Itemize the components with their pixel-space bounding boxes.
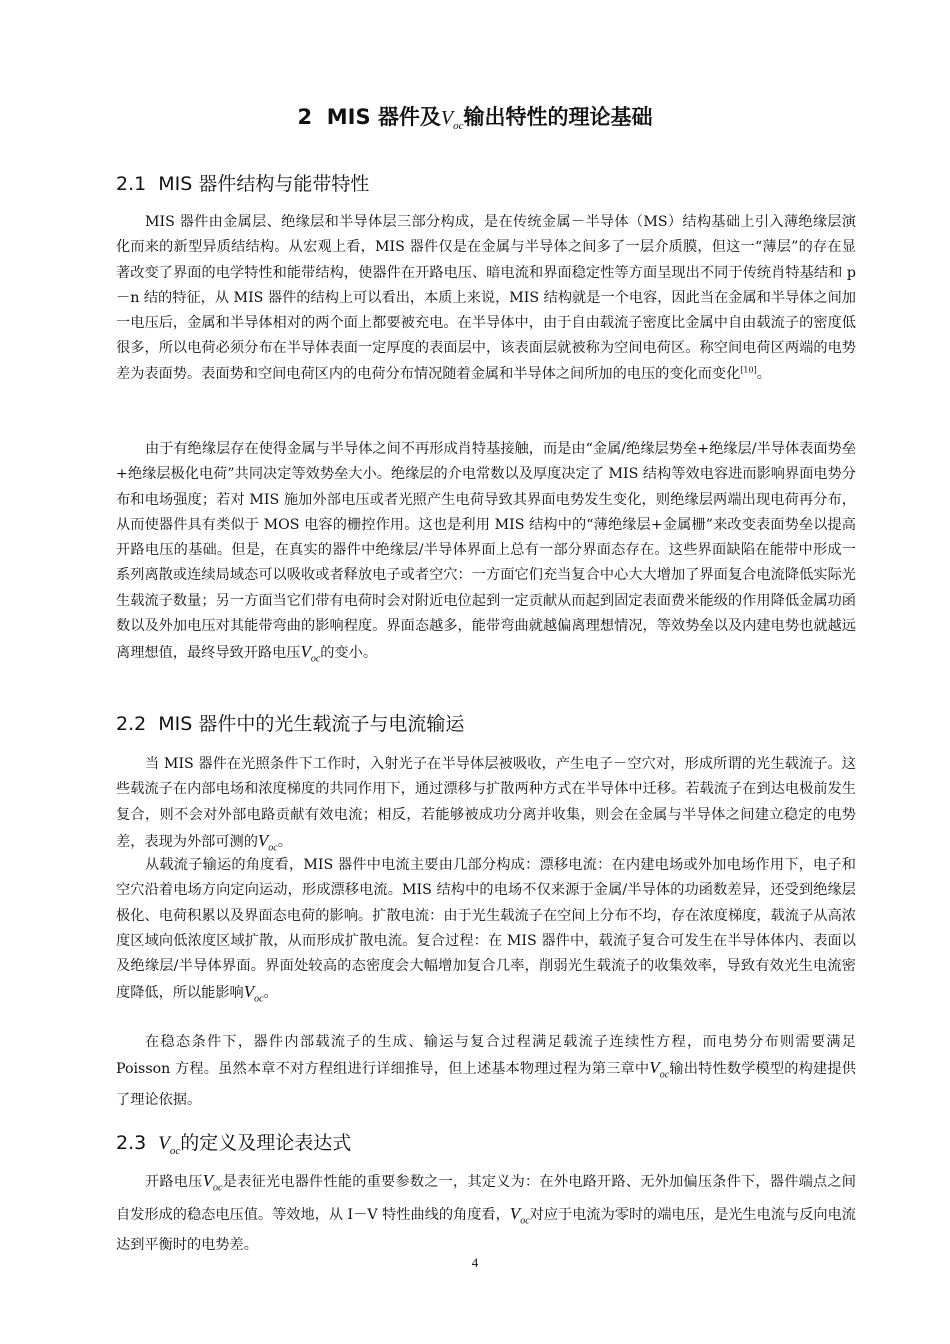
voc-symbol: $V_{oc}$ bbox=[649, 1058, 670, 1081]
voc-symbol: $V_{oc}$ bbox=[440, 107, 464, 132]
paragraph: 由于有绝缘层存在使得金属与半导体之间不再形成肖特基接触，而是由“金属/绝缘层势垒+绝缘层/半导体表面势垒+绝缘层极化电荷”共同决定等效势垒大小。绝缘层的介电常数以及厚度决定了 MIS 结构等效电容进而影响界面电势分布和电场强度；若对 MIS 施加外部电压或者光照产生电荷导致其界面电势发生变化，则绝缘层两端出现电荷再分布，从而使器件具有类似于 MOS 电容的栅控作用。这也是利用 MIS 结构中的“薄绝缘层+金属栅”来改变表面势垒以提高开路电压的基础。但是，在真实的器件中绝缘层/半导体界面上总有一部分界面态存在。这些界面缺陷在能带中形成一系列离散或连续局域态可以吸收或者释放电子或者空穴：一方面它们充当复合中心大大增加了界面复合电流降低实际光生载流子数量；另一方面当它们带有电荷时会对附近电位起到一定贡献从而起到固定表面费米能级的作用降低金属功函数以及外加电压对其能带弯曲的影响程度。界面态越多，能带弯曲就越偏离理想情况，等效势垒以及内建电势也就越远离理想值，最终导致开路电压$V_{oc}$的变小。 bbox=[116, 441, 856, 665]
chapter-title bbox=[0, 101, 950, 132]
section-heading-2-1: 2.1 MIS 器件结构与能带特性 bbox=[116, 173, 370, 195]
voc-symbol: $V_{oc}$ bbox=[202, 1171, 223, 1194]
chapter-title-pre: MIS 器件及 bbox=[326, 105, 441, 129]
voc-symbol: $V_{oc}$ bbox=[158, 1133, 181, 1157]
voc-symbol: $V_{oc}$ bbox=[300, 642, 321, 665]
paragraph: 开路电压$V_{oc}$是表征光电器件性能的重要参数之一，其定义为：在外电路开路、无外加偏压条件下，器件端点之间自发形成的稳态电压值。等效地，从 I－V 特性曲线的角度看，$V_{oc}$对应于电流为零时的端电压，是光生电流与反向电流达到平衡时的电势差。 bbox=[116, 1171, 856, 1254]
citation: [10] bbox=[740, 365, 757, 375]
paragraph: MIS 器件由金属层、绝缘层和半导体层三部分构成，是在传统金属－半导体（MS）结构基础上引入薄绝缘层演化而来的新型异质结结构。从宏观上看，MIS 器件仅是在金属与半导体之间多了一层介质膜，但这一“薄层”的存在显著改变了界面的电学特性和能带结构，使器件在开路电压、暗电流和界面稳定性等方面呈现出不同于传统肖特基结和 p－n 结的特征，从 MIS 器件的结构上可以看出，本质上来说，MIS 结构就是一个电容，因此当在金属和半导体之间加一电压后，金属和半导体相对的两个面上都要被充电。在半导体中，由于自由载流子密度比金属中自由载流子的密度低很多，所以电荷必须分布在半导体表面一定厚度的表面层中，该表面层就被称为空间电荷区。称空间电荷区两端的电势差为表面势。表面势和空间电荷区内的电荷分布情况随着金属和半导体之间所加的电压的变化而变化[10]。 bbox=[116, 214, 856, 382]
chapter-number: 2 bbox=[297, 105, 313, 129]
page-number: 4 bbox=[471, 1255, 479, 1270]
paragraph: 在稳态条件下，器件内部载流子的生成、输运与复合过程满足载流子连续性方程，而电势分布则需要满足 Poisson 方程。虽然本章不对方程组进行详细推导，但上述基本物理过程为第三章中$V_{oc}$输出特性数学模型的构建提供了理论依据。 bbox=[116, 1034, 856, 1108]
voc-symbol: $V_{oc}$ bbox=[243, 982, 264, 1005]
paragraph: 从载流子输运的角度看，MIS 器件中电流主要由几部分构成：漂移电流：在内建电场或外加电场作用下，电子和空穴沿着电场方向定向运动，形成漂移电流。MIS 结构中的电场不仅来源于金属/半导体的功函数差异，还受到绝缘层极化、电荷积累以及界面态电荷的影响。扩散电流：由于光生载流子在空间上分布不均，存在浓度梯度，载流子从高浓度区域向低浓度区域扩散，从而形成扩散电流。复合过程：在 MIS 器件中，载流子复合可发生在半导体体内、表面以及绝缘层/半导体界面。界面处较高的态密度会大幅增加复合几率，削弱光生载流子的收集效率，导致有效光生电流密度降低，所以能影响$V_{oc}$。 bbox=[116, 857, 856, 1005]
voc-symbol: $V_{oc}$ bbox=[509, 1203, 530, 1227]
chapter-title-post: 输出特性的理论基础 bbox=[463, 105, 653, 129]
voc-symbol: $V_{oc}$ bbox=[257, 830, 278, 854]
paragraph: 当 MIS 器件在光照条件下工作时，入射光子在半导体层被吸收，产生电子－空穴对，形成所谓的光生载流子。这些载流子在内部电场和浓度梯度的共同作用下，通过漂移与扩散两种方式在半导体中迁移。若载流子在到达电极前发生复合，则不会对外部电路贡献有效电流；相反，若能够被成功分离并收集，则会在金属与半导体之间建立稳定的电势差，表现为外部可测的$V_{oc}$。 bbox=[116, 756, 856, 854]
section-heading-2-2: 2.2 MIS 器件中的光生载流子与电流输运 bbox=[116, 713, 465, 735]
section-heading-2-3: 2.3 $V_{oc}$的定义及理论表达式 bbox=[116, 1132, 352, 1157]
